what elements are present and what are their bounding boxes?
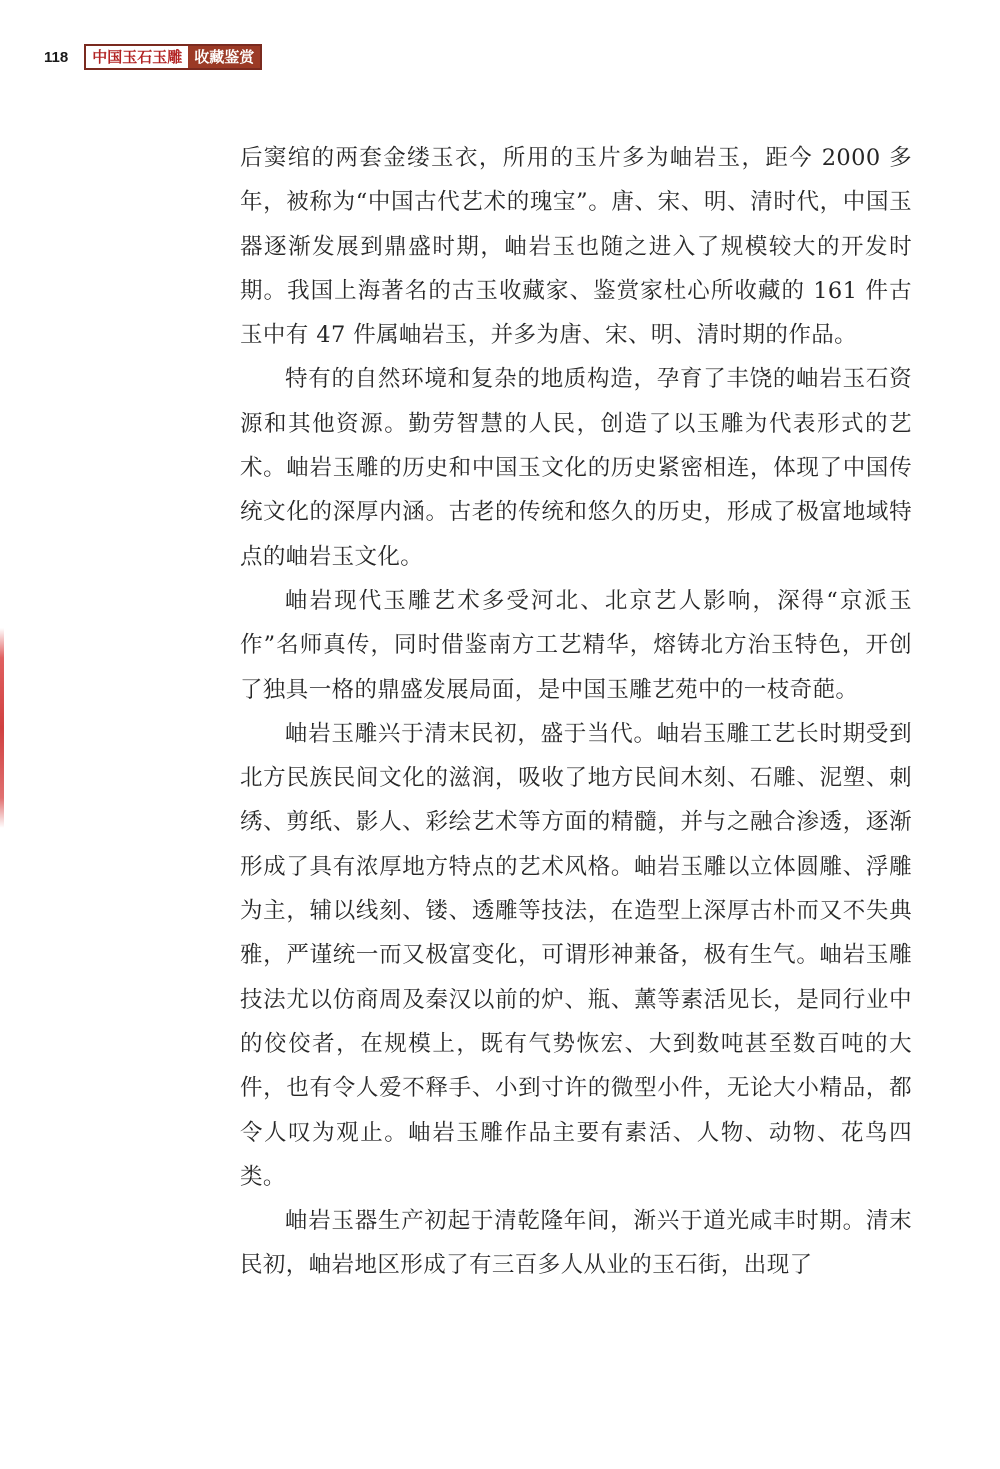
paragraph: 特有的自然环境和复杂的地质构造，孕育了丰饶的岫岩玉石资源和其他资源。勤劳智慧的人民，创造了以玉雕为代表形式的艺术。岫岩玉雕的历史和中国玉文化的历史紧密相连，体现了中国传统文化的深厚内涵。古老的传统和悠久的历史，形成了极富地域特点的岫岩玉文化。: [240, 366, 912, 570]
paragraph: 岫岩现代玉雕艺术多受河北、北京艺人影响，深得“京派玉作”名师真传，同时借鉴南方工艺精华，熔铸北方治玉特色，开创了独具一格的鼎盛发展局面，是中国玉雕艺苑中的一枝奇葩。: [240, 587, 912, 703]
series-title: 中国玉石玉雕: [86, 46, 188, 68]
body-text: [240, 136, 912, 1288]
page-number: 118: [44, 48, 69, 66]
series-badge: [84, 44, 262, 70]
page-edge-color-strip: [0, 628, 4, 828]
paragraph: 岫岩玉器生产初起于清乾隆年间，渐兴于道光咸丰时期。清末民初，岫岩地区形成了有三百多人从业的玉石街，出现了: [240, 1208, 912, 1279]
page-header: [44, 44, 262, 70]
paragraph-continued: 后窦绾的两套金缕玉衣，所用的玉片多为岫岩玉，距今 2000 多年，被称为“中国古代艺术的瑰宝”。唐、宋、明、清时代，中国玉器逐渐发展到鼎盛时期，岫岩玉也随之进入了规模较大的开发时期。我国上海著名的古玉收藏家、鉴赏家杜心所收藏的 161 件古玉中有 47 件属岫岩玉，并多为唐、宋、明、清时期的作品。: [240, 145, 912, 349]
paragraph: 岫岩玉雕兴于清末民初，盛于当代。岫岩玉雕工艺长时期受到北方民族民间文化的滋润，吸收了地方民间木刻、石雕、泥塑、刺绣、剪纸、影人、彩绘艺术等方面的精髓，并与之融合渗透，逐渐形成了具有浓厚地方特点的艺术风格。岫岩玉雕以立体圆雕、浮雕为主，辅以线刻、镂、透雕等技法，在造型上深厚古朴而又不失典雅，严谨统一而又极富变化，可谓形神兼备，极有生气。岫岩玉雕技法尤以仿商周及秦汉以前的炉、瓶、薰等素活见长，是同行业中的佼佼者，在规模上，既有气势恢宏、大到数吨甚至数百吨的大件，也有令人爱不释手、小到寸许的微型小件，无论大小精品，都令人叹为观止。岫岩玉雕作品主要有素活、人物、动物、花鸟四类。: [240, 720, 912, 1190]
series-subtitle: 收藏鉴赏: [188, 46, 260, 68]
